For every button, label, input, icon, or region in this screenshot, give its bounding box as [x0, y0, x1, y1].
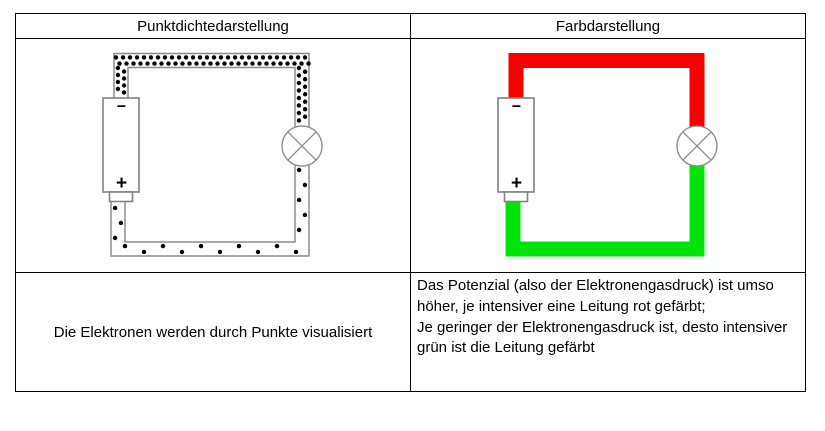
caption-color-coded	[411, 273, 806, 392]
wire-tube-inner	[115, 165, 302, 249]
caption-dot-density: Die Elektronen werden durch Punkte visualisiert	[16, 273, 411, 392]
diagram-row	[16, 39, 806, 273]
caption-row	[16, 273, 806, 392]
battery-minus-label: −	[511, 98, 522, 116]
electron-dots	[113, 55, 311, 254]
wire-high-potential-red	[516, 61, 697, 128]
caption-line-high-potential: Das Potenzial (also der Elektronengasdruck) ist umso höher, je intensiver eine Leitung rot gefärbt;	[417, 277, 774, 315]
caption-line-low-potential: Je geringer der Elektronengasdruck ist, desto intensiver grün ist die Leitung gefärbt	[417, 318, 788, 357]
wire-tube-outline	[121, 61, 302, 128]
header-punktdichtedarstellung: Punktdichtedarstellung	[16, 14, 411, 39]
header-row	[16, 14, 806, 39]
color-coded-diagram-cell	[411, 39, 806, 273]
color-coded-circuit-diagram	[411, 39, 804, 270]
battery-minus-label: −	[116, 98, 127, 116]
wire-low-potential-green	[510, 165, 697, 249]
dot-density-circuit-diagram	[16, 39, 409, 270]
comparison-table	[15, 13, 806, 392]
wire-tube-outline	[115, 165, 302, 249]
battery-plus-label: +	[115, 173, 128, 194]
header-farbdarstellung: Farbdarstellung	[411, 14, 806, 39]
battery-plus-label: +	[510, 173, 523, 194]
wire-tube-inner	[121, 61, 302, 128]
dot-density-diagram-cell	[16, 39, 411, 273]
